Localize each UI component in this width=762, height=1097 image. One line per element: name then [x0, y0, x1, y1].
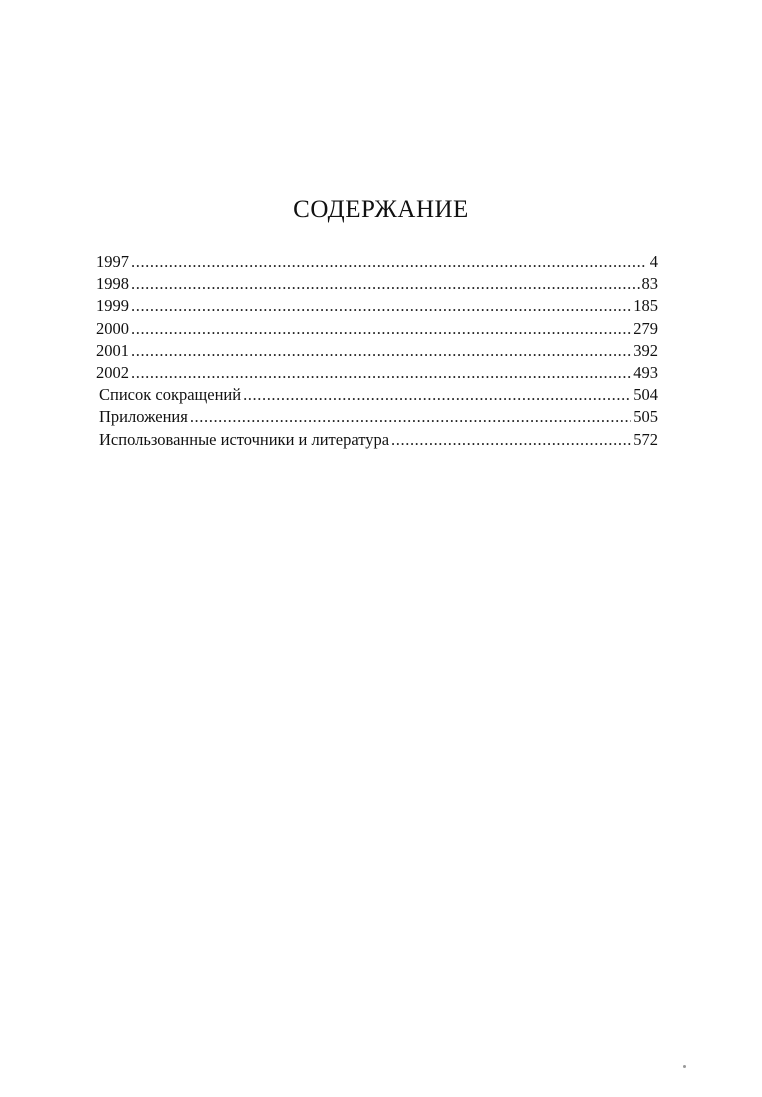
toc-entry-label: 2002 — [96, 362, 129, 382]
toc-entry[interactable] — [96, 273, 658, 295]
scan-speck — [683, 1065, 686, 1068]
dot-leader — [243, 384, 631, 406]
dot-leader — [131, 273, 640, 295]
dot-leader — [391, 429, 631, 451]
page-title: СОДЕРЖАНИЕ — [293, 196, 469, 223]
toc-entry[interactable] — [96, 295, 658, 317]
toc-entry-label: Приложения — [99, 407, 188, 427]
toc-entry[interactable] — [96, 340, 658, 362]
toc-entry-label: 1997 — [96, 252, 129, 271]
toc-entry-page: 185 — [633, 296, 658, 316]
dot-leader — [131, 318, 631, 340]
toc-entry-page: 504 — [633, 385, 658, 405]
toc-entry[interactable] — [96, 362, 658, 384]
toc-entry[interactable] — [96, 406, 658, 428]
dot-leader — [131, 295, 631, 317]
dot-leader — [131, 362, 631, 384]
toc-entry-page: 279 — [633, 318, 658, 338]
toc-entry-page: 505 — [633, 407, 658, 427]
toc-entry-label: 1998 — [96, 274, 129, 294]
toc-entry-page: 493 — [633, 362, 658, 382]
dot-leader — [131, 251, 646, 273]
dot-leader — [131, 340, 631, 362]
toc-entry[interactable] — [96, 384, 658, 406]
toc-entry-page: 572 — [633, 429, 658, 449]
toc-entry-label: Список сокращений — [99, 385, 242, 405]
toc-entry[interactable] — [96, 318, 658, 340]
toc-entry[interactable] — [96, 429, 658, 451]
toc-entry[interactable] — [96, 251, 658, 273]
toc-entry-label: Использованные источники и литература — [99, 429, 390, 449]
toc-entry-label: 2000 — [96, 318, 129, 338]
toc-entry-label: 2001 — [96, 340, 129, 360]
toc-entry-page: 392 — [633, 340, 658, 360]
toc-entry-page: 83 — [641, 274, 658, 294]
table-of-contents — [96, 251, 658, 451]
toc-entry-page: 4 — [649, 252, 658, 271]
toc-entry-label: 1999 — [96, 296, 129, 316]
dot-leader — [190, 406, 631, 428]
